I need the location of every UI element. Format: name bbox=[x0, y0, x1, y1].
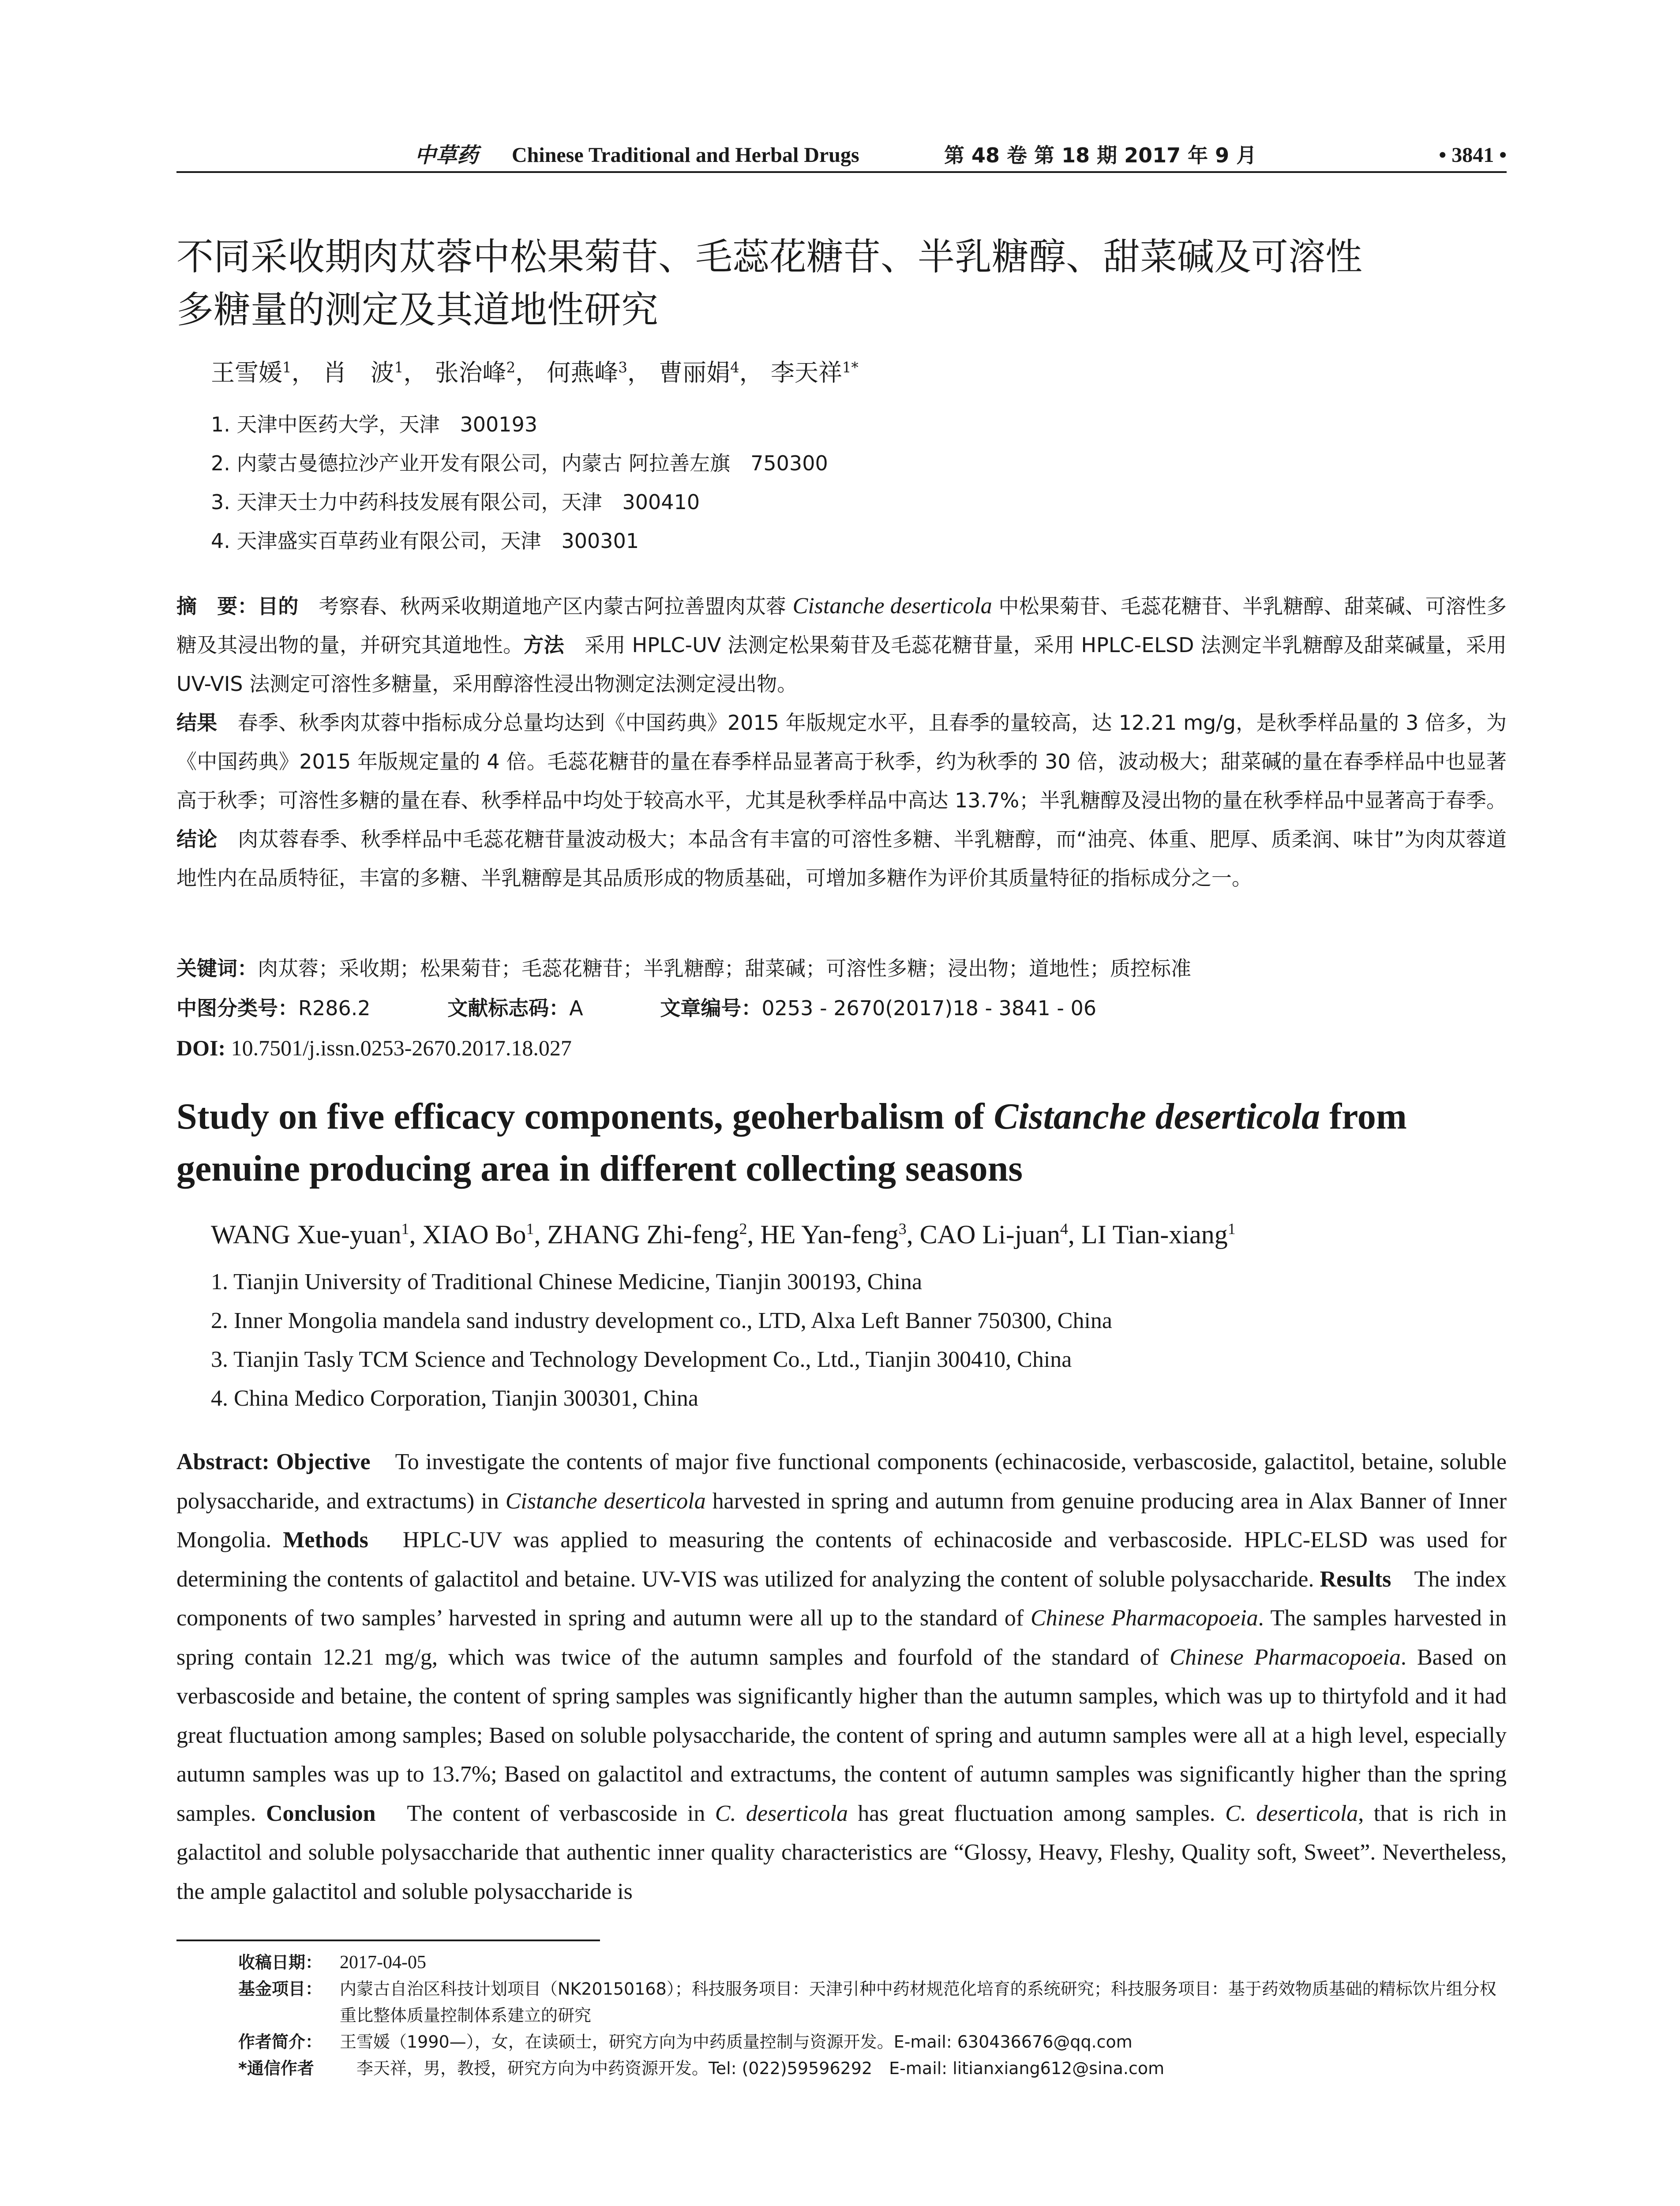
conclusion-text: has great fluctuation among samples. bbox=[848, 1801, 1226, 1826]
author-affiliation-mark: 1 bbox=[401, 1220, 409, 1238]
doi-label: DOI: bbox=[176, 1035, 226, 1060]
footnote bbox=[238, 1949, 1507, 1976]
affiliation: 3. Tianjin Tasly TCM Science and Technology Development Co., Ltd., Tianjin 300410, China bbox=[211, 1347, 1072, 1372]
footnote-label: *通信作者 bbox=[238, 2059, 314, 2078]
author-affiliation-mark: 3 bbox=[898, 1220, 907, 1238]
english-title-line: Study on five efficacy components, geoherbalism of Cistanche deserticola from bbox=[176, 1096, 1407, 1137]
chinese-affiliations bbox=[211, 405, 828, 560]
author-affiliation-mark: 1 bbox=[282, 359, 292, 376]
doi-value: 10.7501/j.issn.0253-2670.2017.18.027 bbox=[225, 1035, 572, 1060]
footnote-label: 作者简介： bbox=[238, 2032, 322, 2052]
pharmacopoeia-title: Chinese Pharmacopoeia bbox=[1170, 1644, 1401, 1670]
author-affiliation-mark: 3 bbox=[618, 359, 627, 376]
footnote-divider bbox=[176, 1940, 600, 1941]
author-name: 张治峰 bbox=[435, 359, 506, 386]
footnote bbox=[238, 1976, 1507, 2029]
chinese-title bbox=[176, 230, 1507, 336]
author-name: 肖 波 bbox=[322, 359, 394, 386]
abstract-label: Abstract: bbox=[176, 1449, 270, 1474]
doc-code-value: A bbox=[569, 996, 583, 1020]
keywords-row bbox=[176, 949, 1507, 988]
journal-name: Chinese Traditional and Herbal Drugs bbox=[512, 143, 859, 167]
methods-text: 采用 HPLC-UV 法测定松果菊苷及毛蕊花糖苷量，采用 HPLC-ELSD 法测定半乳糖醇及甜菜碱量，采用 UV-VIS 法测定可溶性多糖量，采用醇溶性浸出物测定法测定浸出物。 bbox=[176, 633, 1507, 696]
keywords: 肉苁蓉；采收期；松果菊苷；毛蕊花糖苷；半乳糖醇；甜菜碱；可溶性多糖；浸出物；道地性；质控标准 bbox=[258, 957, 1191, 980]
english-title bbox=[176, 1091, 1507, 1195]
footnote bbox=[238, 2055, 1507, 2082]
results-label: 结果 bbox=[176, 711, 218, 735]
doc-code-label: 文献标志码： bbox=[447, 996, 570, 1020]
conclusion-label: Conclusion bbox=[266, 1801, 376, 1826]
affiliation: 1. Tianjin University of Traditional Chinese Medicine, Tianjin 300193, China bbox=[211, 1269, 922, 1294]
affiliation: 2. 内蒙古曼德拉沙产业开发有限公司，内蒙古 阿拉善左旗 750300 bbox=[211, 451, 828, 475]
conclusion-text: , that is rich in galactitol and soluble polysaccharide that authentic inner quality characteristics are “Glossy, Heavy, Fleshy, Quality soft, Sweet”. Nevertheless, the ample galactitol and soluble polysaccharide is bbox=[176, 1801, 1507, 1904]
author-affiliation-mark: 1 bbox=[1227, 1220, 1236, 1238]
pharmacopoeia-title: Chinese Pharmacopoeia bbox=[1031, 1606, 1258, 1631]
author-affiliation-mark: 2 bbox=[739, 1220, 747, 1238]
keywords-label: 关键词： bbox=[176, 957, 258, 980]
author-name: 曹丽娟 bbox=[659, 359, 731, 386]
author-affiliation-mark: 4 bbox=[730, 359, 739, 376]
affiliation: 2. Inner Mongolia mandela sand industry development co., LTD, Alxa Left Banner 750300, China bbox=[211, 1308, 1112, 1333]
species-name: Cistanche deserticola bbox=[792, 593, 992, 619]
objective-text: To investigate the contents of major five functional components (echinacoside, verbascoside, galactitol, betaine, soluble polysaccharide, and extractums) in bbox=[176, 1449, 1507, 1514]
conclusion-text: 肉苁蓉春季、秋季样品中毛蕊花糖苷量波动极大；本品含有丰富的可溶性多糖、半乳糖醇，而“油亮、体重、肥厚、质柔润、味甘”为肉苁蓉道地性内在品质特征，丰富的多糖、半乳糖醇是其品质形成的物质基础，可增加多糖作为评价其质量特征的指标成分之一。 bbox=[176, 827, 1507, 890]
conclusion-label: 结论 bbox=[176, 827, 218, 851]
affiliation: 4. 天津盛实百草药业有限公司，天津 300301 bbox=[211, 529, 639, 553]
page-number: • 3841 • bbox=[1439, 143, 1507, 167]
author-affiliation-mark: 4 bbox=[1060, 1220, 1069, 1238]
author-name: HE Yan-feng bbox=[760, 1220, 899, 1249]
results-text: 春季、秋季肉苁蓉中指标成分总量均达到《中国药典》2015 年版规定水平，且春季的量较高，达 12.21 mg/g，是秋季样品量的 3 倍多，为《中国药典》2015 年版规定量的 4 倍。毛蕊花糖苷的量在春季样品显著高于秋季，约为秋季的 30 倍，波动极大；甜菜碱的量在春季样品中也显著高于秋季；可溶性多糖的量在春、秋季样品中均处于较高水平，尤其是秋季样品中高达 13.7%；半乳糖醇及浸出物的量在秋季样品中显著高于春季。 bbox=[176, 711, 1507, 812]
results-text: . The samples harvested in spring contain 12.21 mg/g, which was twice of the autumn samples and fourfold of the standard of bbox=[176, 1606, 1507, 1670]
journal-logo: 中草药 bbox=[415, 143, 479, 168]
english-affiliations bbox=[211, 1263, 1112, 1418]
objective-text: 考察春、秋两采收期道地产区内蒙古阿拉善盟肉苁蓉 bbox=[298, 594, 793, 618]
author-name: CAO Li-juan bbox=[919, 1220, 1061, 1249]
objective-label: Objective bbox=[276, 1449, 371, 1474]
issue-info: 第 48 卷 第 18 期 2017 年 9 月 bbox=[944, 143, 1257, 167]
results-text: The index components of two samples’ harvested in spring and autumn were all up to the standard of bbox=[176, 1566, 1507, 1631]
species-name: Cistanche deserticola bbox=[994, 1096, 1320, 1137]
author-name: 何燕峰 bbox=[547, 359, 619, 386]
chinese-title-line: 不同采收期肉苁蓉中松果菊苷、毛蕊花糖苷、半乳糖醇、甜菜碱及可溶性 bbox=[176, 235, 1363, 278]
footnote-text: 王雪媛（1990—），女，在读硕士，研究方向为中药质量控制与资源开发。E-mail: 630436676@qq.com bbox=[340, 2032, 1132, 2052]
doi-row bbox=[176, 1028, 1507, 1068]
english-authors: WANG Xue-yuan$^1$, XIAO Bo$^1$, ZHANG Zhi-feng$^2$, HE Yan-feng$^3$, CAO Li-juan$^4$, LI Tian-xiang$^1$ bbox=[211, 1220, 1236, 1249]
article-number-value: 0253 - 2670(2017)18 - 3841 - 06 bbox=[761, 996, 1097, 1020]
running-header bbox=[176, 142, 1507, 173]
author-name: 王雪媛 bbox=[211, 359, 282, 386]
classification-row bbox=[176, 988, 1507, 1028]
author-affiliation-mark: 1 bbox=[394, 359, 404, 376]
species-name: Cistanche deserticola bbox=[505, 1488, 706, 1514]
author-name: LI Tian-xiang bbox=[1081, 1220, 1228, 1249]
species-name: C. deserticola bbox=[1225, 1801, 1358, 1826]
author-name: XIAO Bo bbox=[422, 1220, 526, 1249]
chinese-title-line: 多糖量的测定及其道地性研究 bbox=[176, 288, 659, 331]
results-label: Results bbox=[1320, 1566, 1391, 1592]
methods-label: 方法 bbox=[523, 633, 564, 657]
author-name: ZHANG Zhi-feng bbox=[547, 1220, 739, 1249]
english-title-line: genuine producing area in different collecting seasons bbox=[176, 1148, 1023, 1189]
english-abstract bbox=[176, 1443, 1507, 1911]
author-affiliation-mark: 2 bbox=[506, 359, 516, 376]
chinese-metadata bbox=[176, 949, 1507, 1068]
objective-label: 目的 bbox=[258, 594, 299, 618]
footnote-text: 李天祥，男，教授，研究方向为中药资源开发。Tel: (022)59596292 E-mail: litianxiang612@sina.com bbox=[340, 2059, 1165, 2078]
footnotes bbox=[238, 1949, 1507, 2082]
article-number-label: 文章编号： bbox=[660, 996, 762, 1020]
objective-text: harvested in spring and autumn from genuine producing area in Alax Banner of Inner Mongolia. bbox=[176, 1488, 1507, 1553]
species-name: C. deserticola bbox=[715, 1801, 848, 1826]
conclusion-text: The content of verbascoside in bbox=[375, 1801, 715, 1826]
author-affiliation-mark: 1* bbox=[842, 359, 859, 376]
clc-label: 中图分类号： bbox=[176, 996, 298, 1020]
footnote bbox=[238, 2029, 1507, 2055]
footnote-label: 收稿日期： bbox=[238, 1953, 322, 1972]
footnote-text: 内蒙古自治区科技计划项目（NK20150168）；科技服务项目：天津引种中药材规范化培育的系统研究；科技服务项目：基于药效物质基础的精标饮片组分权重比整体质量控制体系建立的研究 bbox=[340, 1979, 1496, 2025]
results-text: . Based on verbascoside and betaine, the content of spring samples was significantly higher than the autumn samples, which was up to thirtyfold and it had great fluctuation among samples; Based on soluble polysaccharide, the content of spring and autumn samples were all at a high level, especially autumn samples was up to 13.7%; Based on galactitol and extractums, the content of autumn samples was significantly higher than the spring samples. bbox=[176, 1644, 1507, 1826]
chinese-authors: 王雪媛$^1$， 肖 波$^1$， 张治峰$^2$， 何燕峰$^3$， 曹丽娟$^4$， 李天祥$^{1*}$ bbox=[211, 359, 859, 386]
abstract-label: 摘 要： bbox=[176, 594, 258, 618]
chinese-abstract bbox=[176, 587, 1507, 897]
affiliation: 4. China Medico Corporation, Tianjin 300301, China bbox=[211, 1386, 698, 1411]
affiliation: 1. 天津中医药大学，天津 300193 bbox=[211, 413, 538, 436]
footnote-text: 2017-04-05 bbox=[340, 1952, 426, 1973]
clc-value: R286.2 bbox=[298, 996, 371, 1020]
objective-text: 中松果菊苷、毛蕊花糖苷、半乳糖醇、甜菜碱、可溶性多糖及其浸出物的量，并研究其道地性。 bbox=[176, 594, 1507, 657]
author-name: WANG Xue-yuan bbox=[211, 1220, 401, 1249]
author-affiliation-mark: 1 bbox=[526, 1220, 534, 1238]
methods-text: HPLC-UV was applied to measuring the contents of echinacoside and verbascoside. HPLC-ELSD was used for determining the contents of galactitol and betaine. UV-VIS was utilized for analyzing the content of soluble polysaccharide. bbox=[176, 1527, 1507, 1592]
methods-label: Methods bbox=[283, 1527, 368, 1553]
footnote-label: 基金项目： bbox=[238, 1979, 322, 1999]
author-name: 李天祥 bbox=[770, 359, 842, 386]
affiliation: 3. 天津天士力中药科技发展有限公司，天津 300410 bbox=[211, 490, 700, 514]
